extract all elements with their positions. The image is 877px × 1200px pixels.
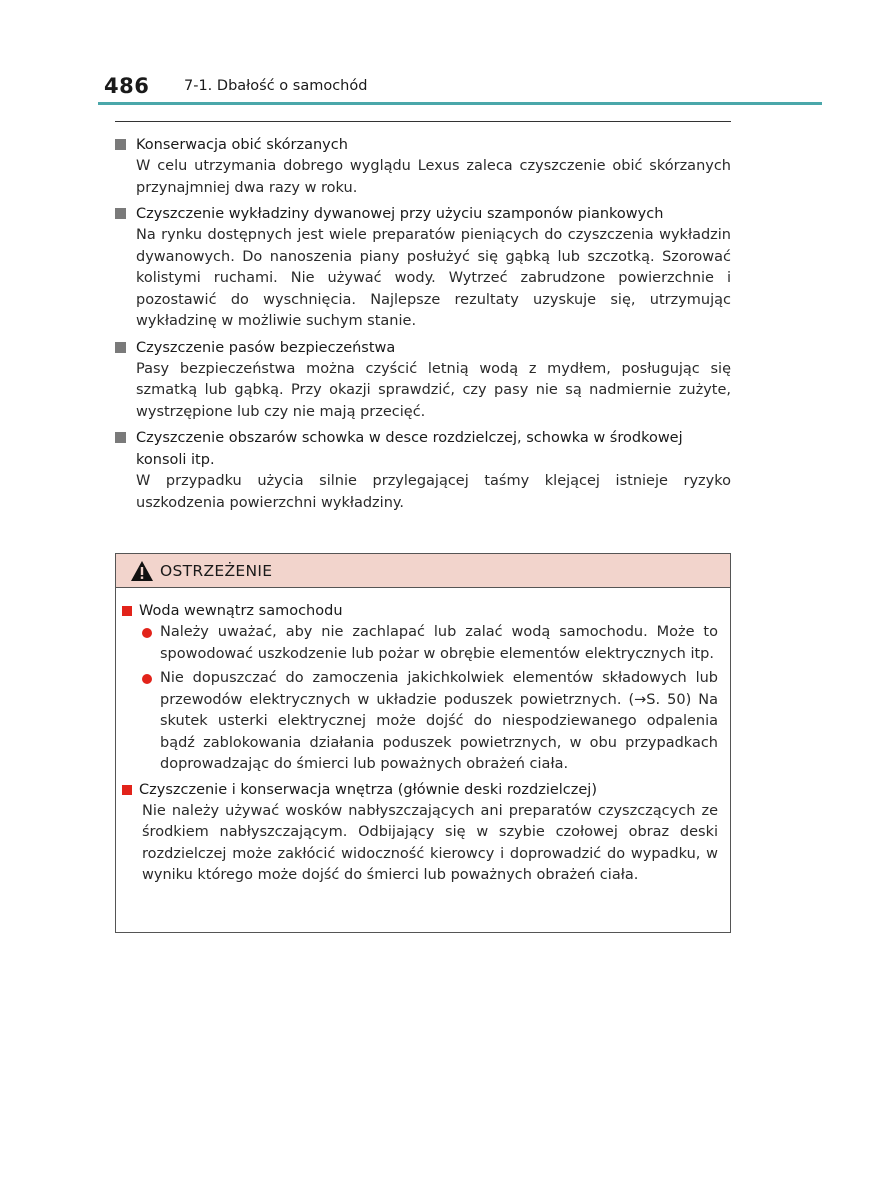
red-dot-icon (142, 674, 152, 684)
section-title: Czyszczenie wykładziny dywanowej przy użyciu szamponów piankowych (136, 206, 664, 222)
section-body: Na rynku dostępnych jest wiele preparatów pieniących do czyszczenia wykładzin dywanowych. Do nanoszenia piany posłużyć się gąbką lub szczotką. Szorować kolistymi ruchami. Nie używać wody. Wytrzeć zabrudzone powierzchnie i pozostawić do wyschnięcia. Najlepsze rezultaty uzyskuje się, utrzymując wykładzinę w możliwie suchym stanie. (136, 227, 731, 329)
warning-heading: Czyszczenie i konserwacja wnętrza (głównie deski rozdzielczej) (139, 781, 597, 798)
warning-bullet (142, 622, 718, 665)
section-carpet (115, 203, 731, 333)
page-number: 486 (104, 74, 150, 98)
red-dot-icon (142, 628, 152, 638)
section-square-icon (115, 432, 126, 443)
warning-label: OSTRZEŻENIE (160, 561, 273, 580)
section-title: Czyszczenie pasów bezpieczeństwa (136, 339, 396, 356)
section-body: W przypadku użycia silnie przylegającej taśmy klejącej istnieje ryzyko uszkodzenia powierzchni wykładziny. (136, 473, 731, 511)
section-body: W celu utrzymania dobrego wyglądu Lexus zaleca czyszczenie obić skórzanych przynajmniej dwa razy w roku. (136, 158, 731, 196)
warning-heading: Woda wewnątrz samochodu (139, 603, 343, 619)
warning-header (116, 554, 730, 588)
bullet-text: Nie dopuszczać do zamoczenia jakichkolwiek elementów składowych lub przewodów elektrycznych w układzie poduszek powietrznych. (→S. 50) Na skutek usterki elektrycznej może dojść do niespodziewanego odpalenia bądź zablokowania działania poduszek powietrznych, w obu przypadkach doprowadzając do śmierci lub poważnych obrażeń ciała. (160, 670, 718, 772)
section-title: Czyszczenie obszarów schowka w desce rozdzielczej, schowka w środkowej konsoli itp. (136, 430, 683, 468)
page-header (0, 0, 877, 110)
chapter-title: 7-1. Dbałość o samochód (184, 78, 368, 94)
warning-heading-interior (122, 779, 718, 801)
red-square-icon (122, 606, 132, 616)
header-rule (98, 102, 822, 105)
warning-heading-water (122, 600, 718, 622)
section-square-icon (115, 208, 126, 219)
warning-paragraph: Nie należy używać wosków nabłyszczających ani preparatów czyszczących ze środkiem nabłyszczającym. Odbijający się w szybie czołowej obraz deski rozdzielczej może zakłócić widoczność kierowcy i doprowadzić do wypadku, w wyniku którego może dojść do śmierci lub poważnych obrażeń ciała. (142, 802, 718, 883)
section-leather (115, 134, 731, 199)
section-title: Konserwacja obić skórzanych (136, 137, 348, 153)
section-storage (115, 427, 731, 514)
section-square-icon (115, 139, 126, 150)
warning-body (116, 588, 730, 887)
content-rule (115, 121, 731, 122)
warning-box (115, 553, 731, 933)
section-square-icon (115, 342, 126, 353)
main-content (115, 134, 731, 518)
section-body: Pasy bezpieczeństwa można czyścić letnią wodą z mydłem, posługując się szmatką lub gąbką. Przy okazji sprawdzić, czy pasy nie są nadmiernie zużyte, wystrzępione lub czy nie mają przecięć. (136, 360, 731, 420)
red-square-icon (122, 785, 132, 795)
warning-triangle-icon (130, 560, 154, 582)
section-seatbelts (115, 337, 731, 424)
warning-bullet (142, 668, 718, 776)
bullet-text: Należy uważać, aby nie zachlapać lub zalać wodą samochodu. Może to spowodować uszkodzenie lub pożar w obrębie elementów elektrycznych itp. (160, 624, 718, 662)
